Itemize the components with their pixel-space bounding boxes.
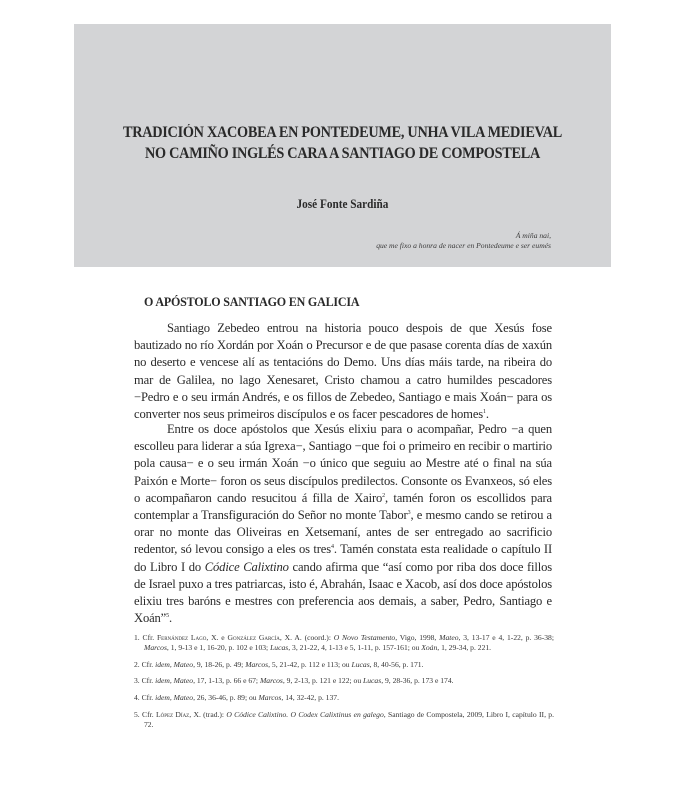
- footnote-reference[interactable]: 4: [331, 544, 334, 551]
- italic-text: Marcos: [258, 692, 282, 702]
- text-run: , 1, 29-34, p. 221.: [437, 643, 492, 653]
- text-run: 4. Cfr.: [134, 692, 156, 702]
- section-heading: O APÓSTOLO SANTIAGO EN GALICIA: [144, 295, 360, 309]
- italic-text: Marcos: [259, 676, 283, 686]
- italic-text: Lucas: [270, 643, 289, 653]
- italic-text: idem, Mateo: [155, 676, 194, 686]
- text-run: , Vigo, 1998,: [395, 633, 440, 642]
- italic-text: Lucas: [363, 676, 382, 686]
- text-run: Santiago Zebedeo entrou na historia pouco despois de que Xesús fose bautizado no río Xordán por Xoán o Precursor e de que pasase corenta días de xaxún no deserto e vencese alí as tentacións do Demo. Uns días máis tarde, na ribeira do mar de Galilea, no lago Xenesaret, Cristo chamou a catro humildes pescadores −Pedro e o seu irmán Andrés, e os fillos de Zebedeo, Santiago e mais Xoán− para os converter nos seus primeiros discípulos e os facer pescadores de homes: [134, 321, 552, 422]
- footnotes: [134, 633, 554, 736]
- text-run: , 26, 36-46, p. 89; ou: [193, 692, 259, 702]
- text-run: , 5, 21-42, p. 112 e 113; ou: [268, 659, 352, 669]
- text-run: , 3, 13-17 e 4, 1-22, p. 36-38;: [458, 633, 554, 642]
- text-run: , X. A. (coord.):: [279, 633, 334, 642]
- italic-text: Mateo: [439, 633, 459, 642]
- body-paragraph: [134, 421, 552, 627]
- author-surname: López Díaz: [155, 709, 190, 719]
- article-title: [95, 122, 589, 164]
- article-title-line-2: NO CAMIÑO INGLÉS CARA A SANTIAGO DE COMPOSTELA: [145, 145, 540, 162]
- footnote-item: [134, 693, 554, 703]
- italic-text: Marcos: [144, 643, 167, 653]
- text-run: , X. e: [206, 633, 228, 642]
- text-run: .: [485, 407, 489, 422]
- italic-text: Marcos: [245, 659, 269, 669]
- italic-text: O Novo Testamento: [333, 633, 396, 642]
- footnote-reference[interactable]: 5: [166, 613, 169, 620]
- text-run: .: [168, 611, 172, 626]
- footnote-item: [134, 633, 554, 653]
- text-run: , e mesmo cando se retirou a orar no monte das Oliveiras en Xetsemaní, antes de ser entregado ao sacrificio redentor, só levou consigo a eles os tres: [134, 508, 552, 557]
- italic-text: O Códice Calixtino. O Codex Calixtinus en galego: [226, 709, 384, 719]
- author-surname: González García: [227, 633, 280, 642]
- text-run: , 9, 2-13, p. 121 e 122; ou: [282, 676, 364, 686]
- footnote-item: [134, 660, 554, 670]
- italic-text: Códice Calixtino: [204, 559, 289, 574]
- text-run: , 17, 1-13, p. 66 e 67;: [193, 676, 260, 686]
- text-run: , X. (trad.):: [189, 709, 227, 719]
- text-run: , 14, 32-42, p. 137.: [281, 692, 339, 702]
- text-run: , 8, 40-56, p. 171.: [369, 659, 424, 669]
- italic-text: idem, Mateo: [155, 692, 194, 702]
- author-surname: Fernández Lago: [156, 633, 207, 642]
- text-run: 1. Cfr.: [134, 633, 157, 642]
- text-run: 2. Cfr.: [134, 659, 156, 669]
- text-run: , 3, 21-22, 4, 1-13 e 5, 1-11, p. 157-161; ou: [288, 643, 422, 653]
- text-run: Entre os doce apóstolos que Xesús elixiu para o acompañar, Pedro −a quen escolleu para liderar a súa Igrexa−, Santiago −que foi o primeiro en recibir o martirio pola causa− e o seu irmán Xoán −o único que seguiu ao Mestre até o final na súa Paixón e Morte− foron os seus discípulos predilectos. Consonte os Evanxeos, só eles o acompañaron cando resucitou á filla de Xairo: [134, 422, 552, 505]
- footnote-reference[interactable]: 2: [382, 492, 386, 499]
- footnote-item: [134, 710, 554, 730]
- text-run: , 1, 9-13 e 1, 16-20, p. 102 e 103;: [166, 643, 271, 653]
- title-block: [74, 24, 611, 267]
- dedication: [376, 231, 551, 251]
- author-name: José Fonte Sardiña: [296, 197, 389, 211]
- text-run: , 9, 18-26, p. 49;: [193, 659, 246, 669]
- footnote-reference[interactable]: 3: [407, 510, 411, 517]
- dedication-line-1: Á miña nai,: [515, 231, 551, 240]
- italic-text: Xoán: [421, 643, 438, 653]
- article-title-line-1: TRADICIÓN XACOBEA EN PONTEDEUME, UNHA VILA MEDIEVAL: [122, 124, 563, 141]
- text-run: , Santiago de Compostela, 2009, Libro I, capítulo II, p. 72.: [144, 709, 554, 729]
- text-run: cando afirma que “así como por riba dos doce fillos de Israel puxo a tres patriarcas, isto é, Abrahán, Isaac e Xacob, así dos doce apóstolos elixiu tres baróns e mestres con preferencia aos demais, a saber, Pedro, Santiago e Xoán”: [134, 559, 552, 626]
- text-run: , 9, 28-36, p. 173 e 174.: [381, 676, 454, 686]
- footnote-reference[interactable]: 1: [483, 409, 486, 416]
- italic-text: Lucas: [351, 659, 370, 669]
- text-run: , tamén foron os escollidos para contemplar a Transfiguración do Señor no monte Tabor: [134, 490, 552, 523]
- text-run: . Tamén constata esta realidade o capítulo II do Libro I do: [134, 542, 552, 574]
- text-run: 5. Cfr.: [134, 709, 156, 719]
- body-paragraph: [134, 320, 552, 423]
- footnote-item: [134, 676, 554, 686]
- dedication-line-2: que me fixo a honra de nacer en Pontedeume e ser eumés: [376, 241, 551, 250]
- italic-text: idem, Mateo: [155, 659, 194, 669]
- text-run: 3. Cfr.: [134, 676, 156, 686]
